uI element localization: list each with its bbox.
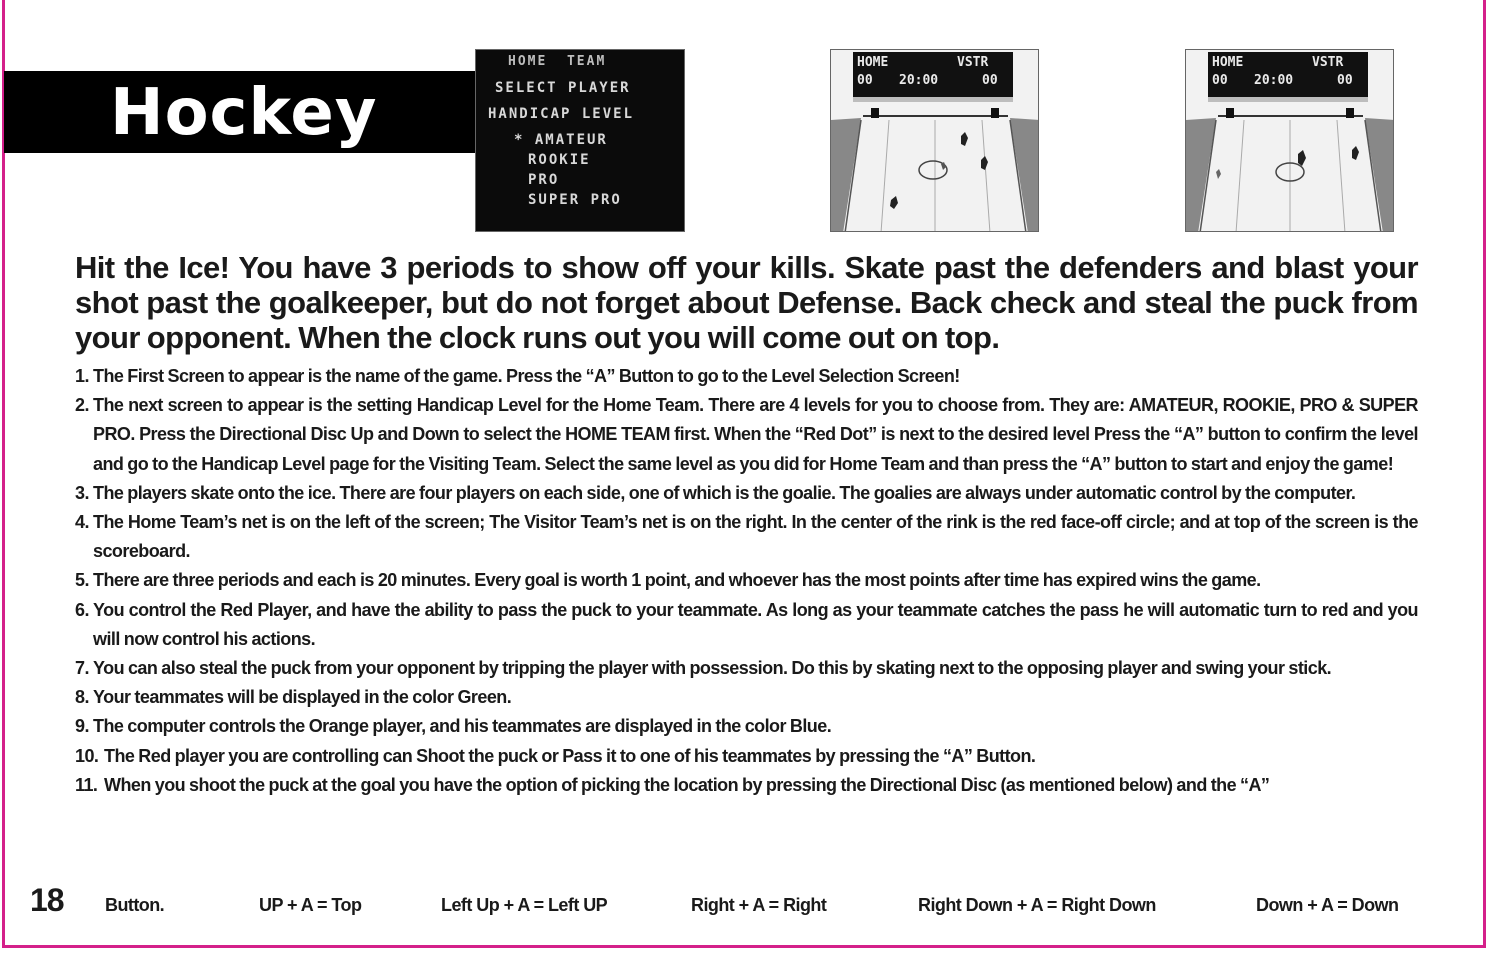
instruction-item [75, 479, 1418, 508]
visitor-net [1346, 108, 1354, 118]
handicap-menu-screenshot [475, 49, 685, 232]
instruction-number: 9. [75, 716, 89, 737]
instruction-item [75, 654, 1418, 683]
scoreboard-home-label: HOME [1212, 55, 1244, 70]
instruction-text: You control the Red Player, and have the ability to pass the puck to your teammate. As long as your teammate catches the pass he will automatic turn to red and you will now control his actions. [93, 599, 1418, 649]
menu-option-rookie: ROOKIE [528, 152, 591, 168]
menu-option-pro: PRO [528, 172, 560, 188]
instruction-text: The Red player you are controlling can Shoot the puck or Pass it to one of his teammates by pressing the “A” Button. [104, 745, 1036, 766]
control-up: UP + A = Top [259, 895, 362, 915]
instruction-text: When you shoot the puck at the goal you have the option of picking the location by pressing the Directional Disc (as mentioned below) and the “A” [104, 774, 1270, 795]
scoreboard-home-label: HOME [857, 55, 889, 70]
instruction-number: 8. [75, 687, 89, 708]
scoreboard-visitor-score: 00 [1337, 73, 1353, 88]
rink-screenshot-1 [830, 49, 1039, 232]
instruction-item [75, 566, 1418, 595]
instruction-item [75, 362, 1418, 391]
intro-paragraph: Hit the Ice! You have 3 periods to show off your kills. Skate past the defenders and blast your shot past the goalkeeper, but do not forget about Defense. Back check and steal the puck from your opponent. When the clock runs out you will come out on top. [75, 250, 1418, 355]
instruction-number: 4. [75, 512, 89, 533]
instruction-number: 10. [75, 745, 99, 766]
instruction-item [75, 742, 1418, 771]
scoreboard-clock: 20:00 [899, 73, 939, 88]
instruction-number: 2. [75, 395, 89, 416]
instruction-number: 5. [75, 570, 89, 591]
menu-option-amateur: * AMATEUR [514, 132, 608, 148]
home-net [871, 108, 879, 118]
visitor-net [991, 108, 999, 118]
scoreboard-visitor-label: VSTR [1312, 55, 1344, 70]
instruction-item [75, 596, 1418, 654]
instructions-list [75, 362, 1418, 800]
instruction-item [75, 508, 1418, 566]
menu-handicap-level: HANDICAP LEVEL [488, 106, 635, 122]
instruction-text: The players skate onto the ice. There are four players on each side, one of which is the goalie. The goalies are always under automatic control by the computer. [93, 482, 1356, 503]
control-down: Down + A = Down [1256, 895, 1399, 915]
instruction-number: 6. [75, 599, 89, 620]
instruction-text: Your teammates will be displayed in the color Green. [93, 687, 512, 708]
instruction-text: You can also steal the puck from your opponent by tripping the player with possession. Do this by skating next to the opposing player and swing your stick. [93, 658, 1332, 679]
rink-screenshot-2 [1185, 49, 1394, 232]
page-number: 18 [30, 882, 64, 918]
instruction-item [75, 771, 1418, 800]
scoreboard-visitor-label: VSTR [957, 55, 989, 70]
scoreboard-visitor-score: 00 [982, 73, 998, 88]
controls-button-word: Button. [105, 895, 165, 915]
menu-home-team: HOME TEAM [508, 54, 607, 69]
scoreboard-home-score: 00 [857, 73, 873, 88]
rink-graphic-2 [1186, 50, 1394, 232]
instruction-item [75, 391, 1418, 479]
instruction-item [75, 683, 1418, 712]
instruction-number: 1. [75, 366, 89, 386]
instruction-text: The First Screen to appear is the name of the game. Press the “A” Button to go to the Level Selection Screen! [93, 366, 960, 386]
control-right: Right + A = Right [691, 895, 827, 915]
instruction-text: There are three periods and each is 20 minutes. Every goal is worth 1 point, and whoever has the most points after time has expired wins the game. [93, 570, 1261, 591]
instruction-text: The next screen to appear is the setting Handicap Level for the Home Team. There are 4 levels for you to choose from. They are: AMATEUR, ROOKIE, PRO & SUPER PRO. Press the Directional Disc Up and Down to select the HOME TEAM first. When the “Red Dot” is next to the desired level Press the “A” button to confirm the level and go to the Handicap Level page for the Visiting Team. Select the same level as you did for Home Team and than press the “A” button to start and enjoy the game! [93, 395, 1418, 474]
instruction-number: 11. [75, 774, 98, 795]
rink-graphic-1 [831, 50, 1039, 232]
control-right-down: Right Down + A = Right Down [918, 895, 1156, 915]
menu-select-player: SELECT PLAYER [495, 80, 631, 96]
scoreboard-clock: 20:00 [1254, 73, 1294, 88]
menu-option-super-pro: SUPER PRO [528, 192, 622, 208]
instruction-text: The Home Team’s net is on the left of the screen; The Visitor Team’s net is on the right. In the center of the rink is the red face-off circle; and at top of the screen is the scoreboard. [93, 512, 1418, 562]
scoreboard-home-score: 00 [1212, 73, 1228, 88]
instruction-item [75, 712, 1418, 741]
instruction-number: 3. [75, 482, 89, 503]
control-left-up: Left Up + A = Left UP [441, 895, 608, 915]
instruction-number: 7. [75, 658, 89, 679]
home-net [1226, 108, 1234, 118]
page-title: Hockey [110, 76, 378, 150]
instruction-text: The computer controls the Orange player, and his teammates are displayed in the color Blue. [93, 716, 832, 737]
